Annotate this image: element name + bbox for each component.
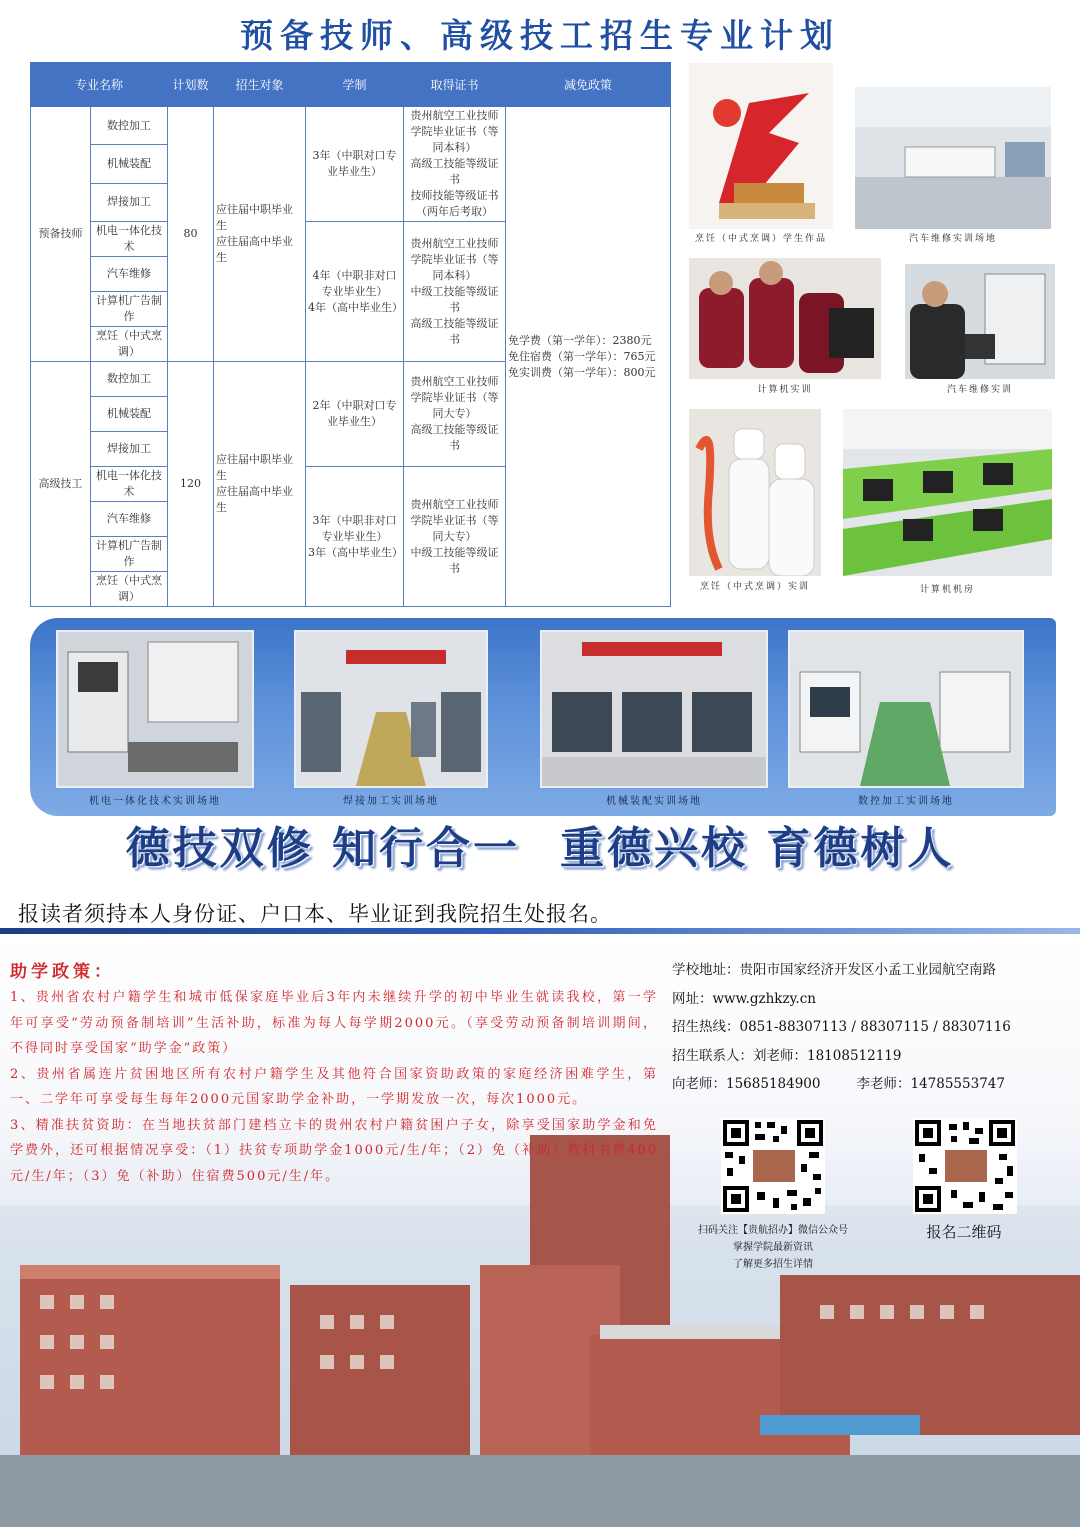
signup-qr-code[interactable] [913,1118,1017,1214]
photo-caption: 汽车维修实训 [946,385,1013,395]
table-header-row [31,63,671,107]
duration-cell: 3年（中职对口专业毕业生） [306,107,404,222]
major-cell: 汽车维修 [91,502,168,537]
auto-repair-training-photo [905,264,1055,379]
certificate-cell: 贵州航空工业技师学院毕业证书（等同大专） 高级工技能等级证书 [404,362,506,467]
header-certificate: 取得证书 [404,63,506,107]
aid-item: 3、精准扶贫资助：在当地扶贫部门建档立卡的贵州农村户籍贫困户子女，除享受国家助学金和免学费外，还可根据情况享受：（1）扶贫专项助学金1000元/生/年；（2）免（补助）教科书费400元/生/年；（3）免（补助）住宿费500元/生/年。 [10,1117,658,1184]
registration-notice: 报读者须持本人身份证、户口本、毕业证到我院招生处报名。 [18,902,612,926]
group-name: 预备技师 [31,107,91,362]
auto-repair-site-photo [855,87,1051,229]
enrollment-plan-table [30,62,671,607]
cooking-training-photo [689,409,821,576]
major-cell: 烹饪（中式烹调） [91,572,168,607]
header-target: 招生对象 [214,63,306,107]
assembly-site-photo [540,630,768,788]
table-row [31,107,671,145]
certificate-cell: 贵州航空工业技师学院毕业证书（等同大专） 中级工技能等级证书 [404,467,506,607]
header-major: 专业名称 [31,63,168,107]
group-name: 高级技工 [31,362,91,607]
signup-qr-caption: 报名二维码 [926,1223,1002,1241]
header-duration: 学制 [306,63,404,107]
major-cell: 焊接加工 [91,183,168,221]
major-cell: 数控加工 [91,362,168,397]
photo-caption: 计算机机房 [919,585,975,595]
duration-cell: 4年（中职非对口专业毕业生） 4年（高中毕业生） [306,222,404,362]
wechat-qr-caption: 扫码关注【贵航招办】微信公众号 掌握学院最新资讯 了解更多招生详情 [698,1225,848,1270]
plan-count: 120 [168,362,214,607]
major-cell: 烹饪（中式烹调） [91,327,168,362]
major-cell: 机电一体化技术 [91,467,168,502]
school-address: 学校地址：贵阳市国家经济开发区小孟工业园航空南路 [672,962,996,978]
cooking-artwork-photo [689,63,833,229]
duration-cell: 2年（中职对口专业毕业生） [306,362,404,467]
major-cell: 数控加工 [91,107,168,145]
certificate-cell: 贵州航空工业技师学院毕业证书（等同本科） 中级工技能等级证书 高级工技能等级证书 [404,222,506,362]
major-cell: 机电一体化技术 [91,222,168,257]
photo-caption: 汽车维修实训场地 [908,234,997,244]
header-policy: 减免政策 [506,63,671,107]
school-website[interactable]: 网址：www.gzhkzy.cn [672,990,816,1007]
fee-waiver-policy: 免学费（第一学年）：2380元 免住宿费（第一学年）：765元 免实训费（第一学年）：800元 [506,107,671,607]
divider [0,928,1080,934]
banner-caption: 机械装配实训场地 [606,796,702,807]
contact-xiang: 向老师：15685184900 [672,1076,821,1092]
duration-cell: 3年（中职非对口专业毕业生） 3年（高中毕业生） [306,467,404,607]
cnc-site-photo [788,630,1024,788]
enrollment-hotline: 招生热线：0851-88307113 / 88307115 / 88307116 [672,1019,1011,1035]
certificate-cell: 贵州航空工业技师学院毕业证书（等同本科） 高级工技能等级证书 技师技能等级证书 （两年后考取） [404,107,506,222]
contact-info [672,956,1076,1099]
slogan [0,812,1080,876]
header-count: 计划数 [168,63,214,107]
facility-banner [30,618,1056,816]
major-cell: 汽车维修 [91,257,168,292]
computer-lab-photo [843,409,1052,576]
major-cell: 焊接加工 [91,432,168,467]
photo-caption: 计算机实训 [757,385,813,395]
major-cell: 计算机广告制作 [91,537,168,572]
aid-policy-text [10,985,658,1189]
plan-count: 80 [168,107,214,362]
slogan-part-2: 重德兴校 育德树人 [560,823,955,874]
photo-caption: 烹饪（中式烹调）学生作品 [694,234,827,244]
slogan-part-1: 德技双修 知行合一 [125,823,520,874]
contact-liu: 招生联系人：刘老师：18108512119 [672,1047,902,1064]
banner-caption: 机电一体化技术实训场地 [89,796,221,807]
page-title: 预备技师、高级技工招生专业计划 [240,16,840,55]
wechat-qr-code[interactable] [721,1118,825,1214]
banner-caption: 焊接加工实训场地 [343,796,439,807]
target-cell: 应往届中职毕业生 应往届高中毕业生 [214,362,306,607]
mechatronics-site-photo [56,630,254,788]
photo-caption: 烹饪（中式烹调）实训 [699,582,810,592]
target-cell: 应往届中职毕业生 应往届高中毕业生 [214,107,306,362]
aid-item: 2、贵州省属连片贫困地区所有农村户籍学生及其他符合国家资助政策的家庭经济困难学生，第一、二学年可享受每生每年2000元国家助学金补助，一学期发放一次，每次1000元。 [10,1066,658,1107]
major-cell: 计算机广告制作 [91,292,168,327]
computer-training-photo [689,258,881,379]
aid-policy-title: 助学政策： [10,962,115,982]
major-cell: 机械装配 [91,145,168,183]
banner-caption: 数控加工实训场地 [858,796,954,807]
contact-li: 李老师：14785553747 [856,1076,1005,1092]
aid-item: 1、贵州省农村户籍学生和城市低保家庭毕业后3年内未继续升学的初中毕业生就读我校，第一学年可享受“劳动预备制培训”生活补助，标准为每人每学期2000元。（享受劳动预备制培训期间，不得同时享受国家“助学金”政策） [10,990,658,1056]
welding-site-photo [294,630,488,788]
major-cell: 机械装配 [91,397,168,432]
